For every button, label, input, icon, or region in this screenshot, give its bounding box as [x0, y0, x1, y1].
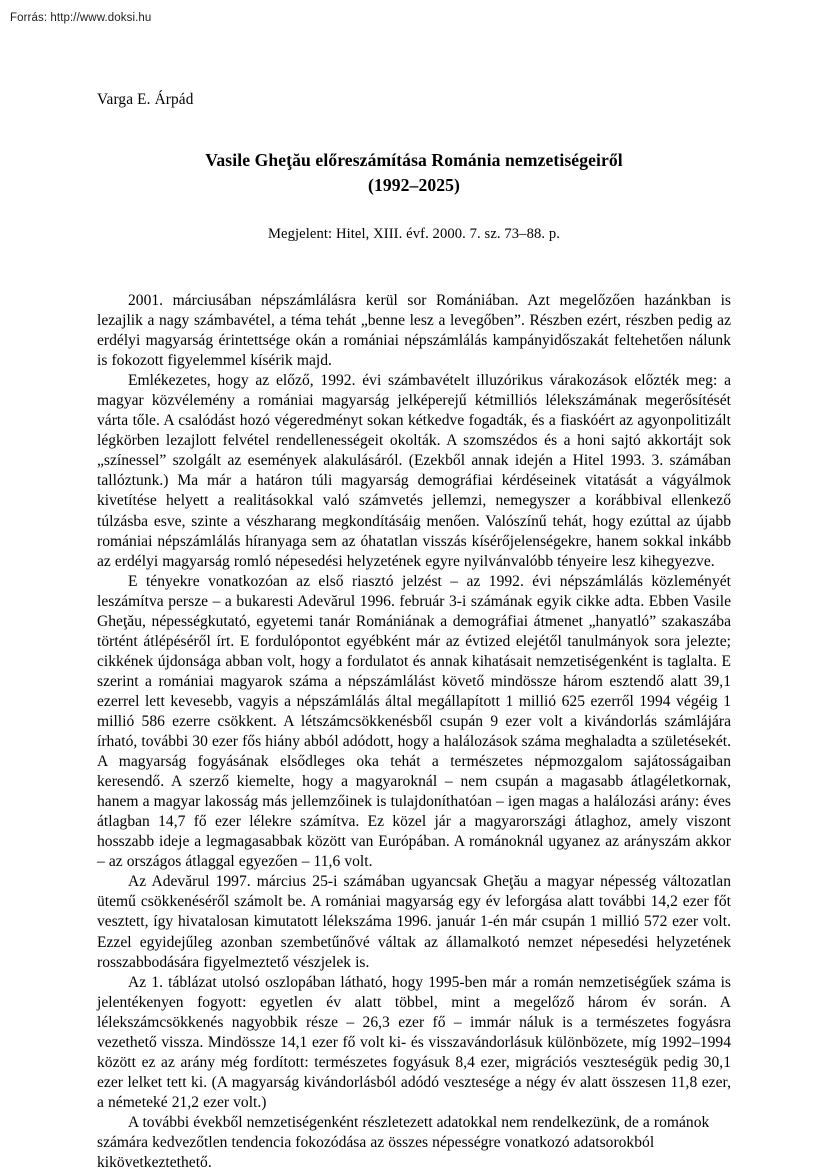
title-main: Vasile Gheţău előreszámítása Románia nemzetiségeiről [205, 150, 623, 170]
page-title [97, 148, 731, 197]
paragraph: E tényekre vonatkozóan az első riasztó jelzést – az 1992. évi népszámlálás közleményét leszámítva persze – a bukaresti Adevărul 1996. február 3-i számának egyik cikke adta. Ebben Vasile Gheţău, népességkutató, egyetemi tanár Romániának a demográfiai átmenet „hanyatló” szakaszába történt átlépéséről írt. E fordulópontot egyébként már az évtized elejétől tanulmányok sora jelezte; cikkének újdonsága abban volt, hogy a fordulatot és annak kihatásait nemzetiségenként is taglalta. E szerint a romániai magyarok száma a népszámlálást követő mindössze három esztendő alatt 39,1 ezerrel lett kevesebb, vagyis a népszámlálás által megállapított 1 millió 625 ezerről 1994 végéig 1 millió 586 ezerre csökkent. A létszámcsökkenésből csupán 9 ezer volt a kivándorlás számlájára írható, további 30 ezer fős hiány abból adódott, hogy a halálozások száma meghaladta a születésekét. A magyarság fogyásának elsődleges oka tehát a természetes népmozgalom sajátosságaiban keresendő. A szerző kiemelte, hogy a magyaroknál – nem csupán a magasabb átlagéletkornak, hanem a magyar lakosság más jellemzőinek is tulajdoníthatóan – igen magas a halálozási arány: éves átlagban 14,7 fő ezer lélekre számítva. Ez közel jár a magyarországi átlaghoz, amely viszont hosszabb ideje a legmagasabbak között van Európában. A románoknál ugyanez az arányszám akkor – az országos átlaggal egyezően – 11,6 volt. [97, 572, 731, 871]
paragraph: Az Adevărul 1997. március 25-i számában ugyancsak Gheţău a magyar népesség változatlan ütemű csökkenéséről számolt be. A romániai magyarság egy év leforgása alatt további 14,2 ezer főt vesztett, így hivatalosan kimutatott lélekszáma 1996. január 1-én már csupán 1 millió 572 ezer volt. Ezzel egyidejűleg azonban szembetűnővé váltak az államalkotó nemzet népesedési helyzetének rosszabbodására figyelmeztető vészjelek is. [97, 873, 731, 971]
author-byline: Varga E. Árpád [97, 91, 194, 108]
publication-info: Megjelent: Hitel, XIII. évf. 2000. 7. sz. 73–88. p. [267, 226, 561, 242]
paragraph: 2001. márciusában népszámlálásra kerül sor Romániában. Azt megelőzően hazánkban is lezajlik a nagy számbavétel, a téma tehát „benne lesz a levegőben”. Részben ezért, részben pedig az erdélyi magyarság érintettsége okán a romániai népszámlálás kampányidőszakát feltehetően nálunk is fokozott figyelemmel kísérik majd. [97, 292, 731, 370]
paragraph: Az 1. táblázat utolsó oszlopában látható, hogy 1995-ben már a román nemzetiségűek száma is jelentékenyen fogyott: egyetlen év alatt többel, mint a megelőző három év során. A lélekszámcsökkenés nagyobbik része – 26,3 ezer fő – immár náluk is a természetes fogyásra vezethető vissza. Mindössze 14,1 ezer fő volt ki- és visszavándorlásuk különbözete, míg 1992–1994 között ez az arány még fordított: természetes fogyásuk 8,4 ezer, migrációs veszteségük pedig 30,1 ezer lelket tett ki. (A magyarság kivándorlásból adódó vesztesége a négy év alatt összesen 11,8 ezer, a németeké 21,2 ezer volt.) [97, 973, 731, 1111]
title-block [97, 110, 731, 197]
source-watermark: Forrás: http://www.doksi.hu [10, 12, 152, 24]
body-text [97, 244, 731, 1173]
paragraph: A további évekből nemzetiségenként részletezett adatokkal nem rendelkezünk, de a románok számára kedvezőtlen tendencia fokozódása az összes népességre vonatkozó adatsorokból kikövetkeztethető. [97, 1113, 710, 1172]
document-content [97, 0, 731, 1173]
paragraph: Emlékezetes, hogy az előző, 1992. évi számbavételt illuzórikus várakozások előzték meg: a magyar közvélemény a romániai magyarság jelképerejű kétmilliós lélekszámának megerősítését várta tőle. A csalódást hozó végeredményt sokan kétkedve fogadták, és a fiaskóért az agyonpolitizált légkörben lezajlott felvétel rendellenességeit okolták. A szomszédos és a honi sajtó akkortájt sok „színessel” szolgált az események alakulásáról. (Ezekből annak idején a Hitel 1993. 3. számában tallóztunk.) Ma már a határon túli magyarság demográfiai kérdéseinek vitatását a vágyálmok kivetítése helyett a realitásokkal való számvetés jellemzi, nemegyszer a korábbival ellenkező túlzásba esve, szinte a vészharang megkondításáig menően. Valószínű tehát, hogy ezúttal az újabb romániai népszámlálás híranyaga sem az óhatatlan visszás kísérőjelenségekre, hanem sokkal inkább az erdélyi magyarság romló népesedési helyzetének egyre nyilvánvalóbb tényeire lesz kihegyezve. [97, 372, 731, 570]
title-year-range: (1992–2025) [368, 175, 460, 195]
